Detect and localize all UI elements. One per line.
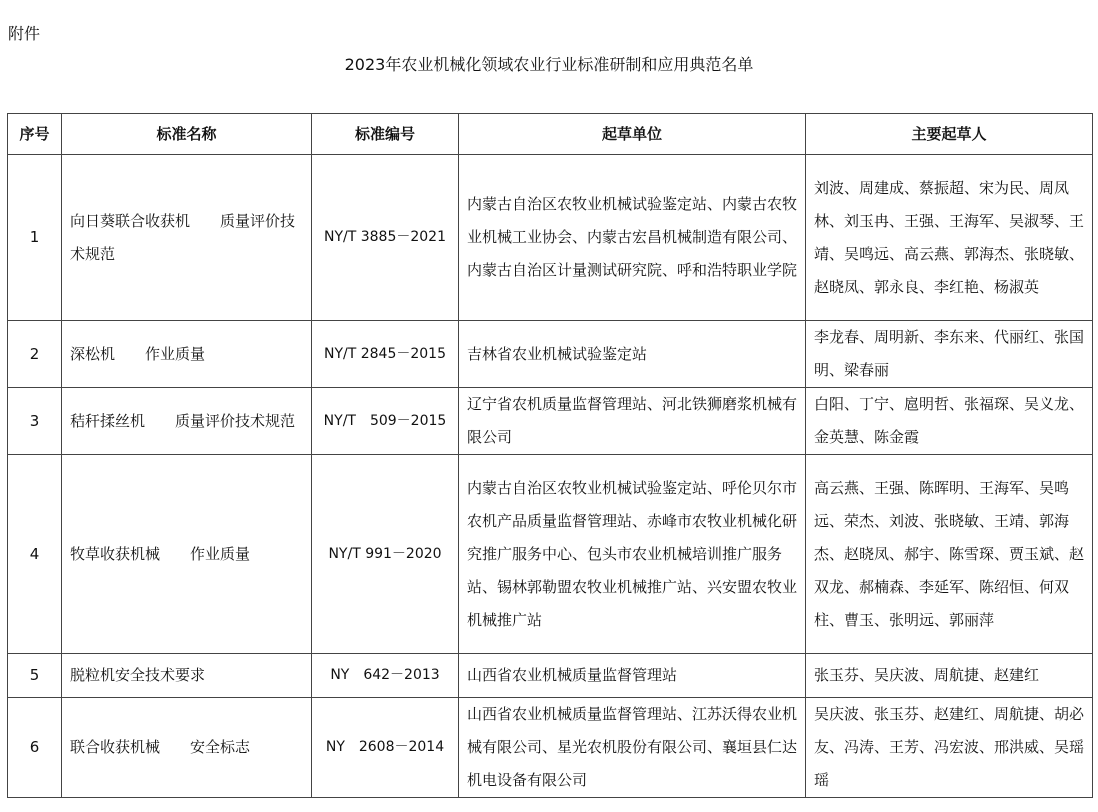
main-drafters: 张玉芬、吴庆波、周航捷、赵建红 (806, 654, 1093, 698)
standard-name: 牧草收获机械 作业质量 (62, 455, 312, 654)
standard-name: 向日葵联合收获机 质量评价技术规范 (62, 155, 312, 321)
col-header-standard-name: 标准名称 (62, 114, 312, 155)
col-header-standard-code: 标准编号 (312, 114, 459, 155)
table-row (8, 321, 1093, 388)
row-index: 1 (8, 155, 62, 321)
drafting-unit: 山西省农业机械质量监督管理站、江苏沃得农业机械有限公司、星光农机股份有限公司、襄垣县仁达机电设备有限公司 (459, 698, 806, 798)
main-drafters: 白阳、丁宁、扈明哲、张福琛、吴义龙、金英慧、陈金霞 (806, 388, 1093, 455)
standard-name: 联合收获机械 安全标志 (62, 698, 312, 798)
drafting-unit: 山西省农业机械质量监督管理站 (459, 654, 806, 698)
main-drafters: 李龙春、周明新、李东来、代丽红、张国明、梁春丽 (806, 321, 1093, 388)
row-index: 5 (8, 654, 62, 698)
row-index: 3 (8, 388, 62, 455)
drafting-unit: 吉林省农业机械试验鉴定站 (459, 321, 806, 388)
standard-code: NY/T 991－2020 (312, 455, 459, 654)
main-drafters: 吴庆波、张玉芬、赵建红、周航捷、胡必友、冯涛、王芳、冯宏波、邢洪威、吴瑶瑶 (806, 698, 1093, 798)
standard-code: NY/T 3885－2021 (312, 155, 459, 321)
table-header-row (8, 114, 1093, 155)
standard-code: NY/T 2845－2015 (312, 321, 459, 388)
standard-name: 脱粒机安全技术要求 (62, 654, 312, 698)
standard-name: 秸秆揉丝机 质量评价技术规范 (62, 388, 312, 455)
col-header-index: 序号 (8, 114, 62, 155)
standard-name: 深松机 作业质量 (62, 321, 312, 388)
row-index: 4 (8, 455, 62, 654)
table-row (8, 455, 1093, 654)
drafting-unit: 辽宁省农机质量监督管理站、河北铁狮磨浆机械有限公司 (459, 388, 806, 455)
standard-code: NY 642－2013 (312, 654, 459, 698)
table-row (8, 654, 1093, 698)
main-drafters: 刘波、周建成、蔡振超、宋为民、周凤林、刘玉冉、王强、王海军、吴淑琴、王靖、吴鸣远、高云燕、郭海杰、张晓敏、赵晓凤、郭永良、李红艳、杨淑英 (806, 155, 1093, 321)
table-row (8, 155, 1093, 321)
attachment-label: 附件 (8, 24, 41, 43)
table-row (8, 698, 1093, 798)
document-title: 2023年农业机械化领域农业行业标准研制和应用典范名单 (344, 55, 754, 74)
col-header-drafting-unit: 起草单位 (459, 114, 806, 155)
drafting-unit: 内蒙古自治区农牧业机械试验鉴定站、呼伦贝尔市农机产品质量监督管理站、赤峰市农牧业机械化研究推广服务中心、包头市农业机械培训推广服务站、锡林郭勒盟农牧业机械推广站、兴安盟农牧业机械推广站 (459, 455, 806, 654)
col-header-main-drafters: 主要起草人 (806, 114, 1093, 155)
standards-table (7, 113, 1093, 798)
row-index: 2 (8, 321, 62, 388)
main-drafters: 高云燕、王强、陈晖明、王海军、吴鸣远、荣杰、刘波、张晓敏、王靖、郭海杰、赵晓凤、郝宇、陈雪琛、贾玉斌、赵双龙、郝楠森、李延军、陈绍恒、何双柱、曹玉、张明远、郭丽萍 (806, 455, 1093, 654)
drafting-unit: 内蒙古自治区农牧业机械试验鉴定站、内蒙古农牧业机械工业协会、内蒙古宏昌机械制造有限公司、内蒙古自治区计量测试研究院、呼和浩特职业学院 (459, 155, 806, 321)
standard-code: NY 2608－2014 (312, 698, 459, 798)
table-row (8, 388, 1093, 455)
standard-code: NY/T 509－2015 (312, 388, 459, 455)
row-index: 6 (8, 698, 62, 798)
